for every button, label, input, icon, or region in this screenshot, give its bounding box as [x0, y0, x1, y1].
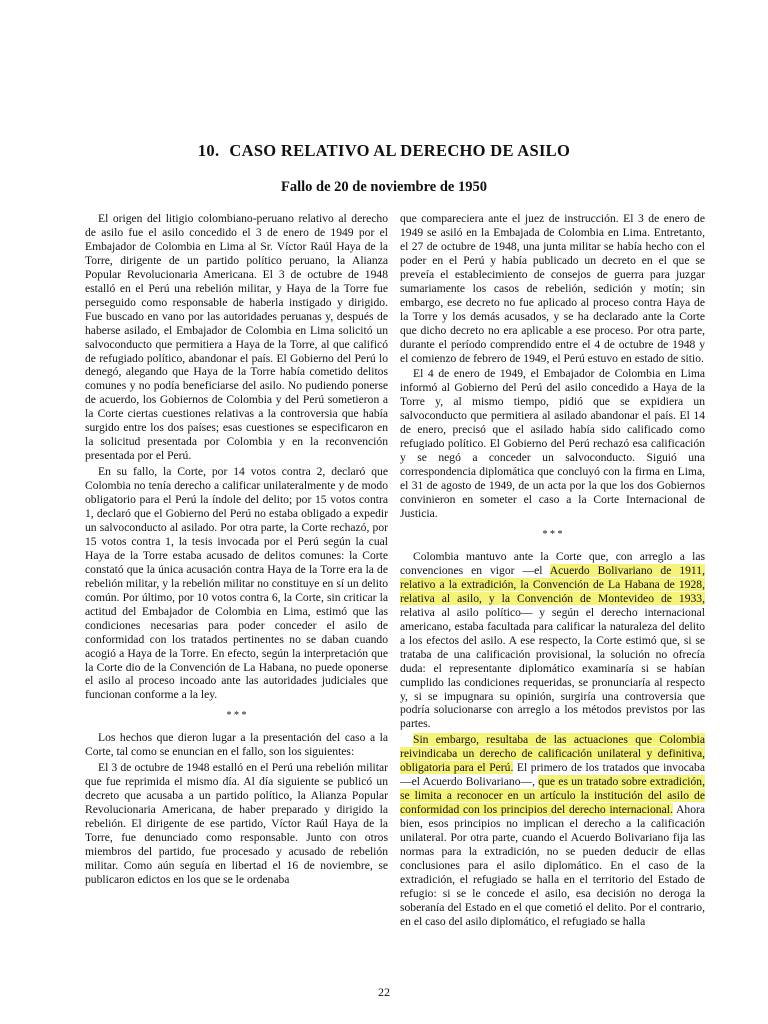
page-number: 22	[378, 985, 390, 999]
paragraph: que compareciera ante el juez de instrucción. El 3 de enero de 1949 se asiló en la Embajada de Colombia en Lima. Entretanto, el 27 de octubre de 1948, una junta militar se había hecho con el poder en el Perú y había publicado un decreto en el que se preveía el establecimiento de consejos de guerra para juzgar sumariamente los casos de rebelión, sedición y motín; sin embargo, ese decreto no fue aplicado al proceso contra Haya de la Torre y los demás acusados, y se ha declarado ante la Corte que dicho decreto no era aplicable a ese proceso. Por otra parte, durante el período comprendido entre el 4 de octubre de 1948 y el comienzo de febrero de 1949, el Perú estuvo en estado de sitio.	[400, 212, 705, 365]
section-separator	[400, 529, 705, 540]
asterisk-separator: * * *	[226, 710, 247, 722]
case-number: 10.	[197, 141, 220, 160]
case-title: CASO RELATIVO AL DERECHO DE ASILO	[229, 141, 571, 160]
paragraph: Los hechos que dieron lugar a la presentación del caso a la Corte, tal como se enuncian en el fallo, son los siguientes:	[85, 731, 388, 759]
paragraph	[400, 550, 705, 731]
paragraph: El 4 de enero de 1949, el Embajador de Colombia en Lima informó al Gobierno del Perú del asilo concedido a Haya de la Torre y, al mismo tiempo, pidió que se expidiera un salvoconducto que permitiera al asilado abandonar el país. El 14 de enero, precisó que el asilado había sido calificado como refugiado político. El Gobierno del Perú rechazó esa calificación y se negó a conceder un salvoconducto. Siguió una correspondencia diplomática que concluyó con la firma en Lima, el 31 de agosto de 1949, de un acta por la que los dos Gobiernos convinieron en someter el caso a la Corte Internacional de Justicia.	[400, 367, 705, 521]
paragraph: El 3 de octubre de 1948 estalló en el Perú una rebelión militar que fue reprimida el mismo día. Al día siguiente se publicó un decreto que acusaba a un partido político, la Alianza Popular Revolucionaria Americana, de haber preparado y dirigido la rebelión. El dirigente de ese partido, Víctor Raúl Haya de la Torre, fue denunciado como responsable. Junto con otros miembros del partido, fue procesado y acusado de rebelión militar. Como aún seguía en libertad el 16 de noviembre, se publicaron edictos en los que se le ordenaba	[85, 761, 388, 886]
text-span: relativa al asilo político— y según el derecho internacional americano, estaba facultada para calificar la naturaleza del delito a los efectos del asilo. A ese respecto, la Corte estimó que, si se trataba de una calificación provisional, la solución no ofrecía duda: el representante diplomático examinaría si se habían cumplido las condiciones requeridas, se pronunciaría al respecto y, si se impugnara su opinión, surgiría una controversia que podría solucionarse con arreglo a los métodos previstos por las partes.	[400, 605, 705, 731]
judgment-date: Fallo de 20 de noviembre de 1950	[281, 179, 487, 195]
right-column	[400, 212, 705, 929]
text-span: El primero de los tratados que invocaba —el Acuerdo Bolivariano—,	[400, 761, 705, 789]
section-separator	[85, 710, 388, 721]
left-column	[85, 212, 388, 887]
highlighted-text: Acuerdo Bolivariano de 1911, relativo a la extradición, la Convención de La Habana de 1928, relativa al asilo, y la Convención de Montevideo de 1933,	[400, 563, 705, 605]
paragraph: En su fallo, la Corte, por 14 votos contra 2, declaró que Colombia no tenía derecho a calificar unilateralmente y de modo obligatorio para el Perú la índole del delito; por 15 votos contra 1, declaró que el Gobierno del Perú no estaba obligado a expedir un salvoconducto al asilado. Por otra parte, la Corte rechazó, por 15 votos contra 1, la tesis invocada por el Perú según la cual Haya de la Torre estaba acusado de delitos comunes: la Corte constató que la única acusación contra Haya de la Torre era la de rebelión militar, y la rebelión militar no constituye en sí un delito común. Por último, por 10 votos contra 6, la Corte, sin criticar la actitud del Embajador de Colombia en Lima, estimó que las condiciones necesarias para poder conceder el asilo de conformidad con los tratados pertinentes no se daban cuando acogió a Haya de la Torre. En efecto, según la interpretación que la Corte dio de la Convención de La Habana, no puede oponerse el asilo al proceso incoado ante las autoridades judiciales que funcionan conforme a la ley.	[85, 465, 388, 702]
paragraph: El origen del litigio colombiano-peruano relativo al derecho de asilo fue el asilo concedido el 3 de enero de 1949 por el Embajador de Colombia en Lima al Sr. Víctor Raúl Haya de la Torre, dirigente de un partido político peruano, la Alianza Popular Revolucionaria Americana. El 3 de octubre de 1948 estalló en el Perú una rebelión militar, y Haya de la Torre fue perseguido como responsable de haberla instigado y dirigido. Fue buscado en vano por las autoridades peruanas y, después de haberse asilado, el Embajador de Colombia en Lima solicitó un salvoconducto que permitiera a Haya de la Torre, al que calificó de refugiado político, abandonar el país. El Gobierno del Perú lo denegó, alegando que Haya de la Torre había cometido delitos comunes y no podía beneficiarse del asilo. No pudiendo ponerse de acuerdo, los Gobiernos de Colombia y del Perú sometieron a la Corte ciertas cuestiones relativas a la controversia que había surgido entre los dos países; esas cuestiones se especificaron en la solicitud presentada por Colombia y en la reconvención presentada por el Perú.	[85, 212, 388, 463]
highlighted-text: que es un tratado sobre extradición, se limita a reconocer en un artículo la institución del asilo de conformidad con los principios del derecho internacional.	[400, 775, 705, 817]
text-span: Colombia mantuvo ante la Corte que, con arreglo a las convenciones en vigor —el	[400, 549, 705, 577]
case-heading	[0, 141, 768, 161]
paragraph	[400, 733, 705, 928]
highlighted-text: Sin embargo, resultaba de las actuaciones que Colombia reivindicaba un derecho de calificación unilateral y definitiva, obligatoria para el Perú.	[400, 733, 705, 775]
asterisk-separator: * * *	[542, 528, 563, 540]
text-span: Ahora bien, esos principios no implican el derecho a la calificación unilateral. Por otra parte, cuando el Acuerdo Bolivariano fija las normas para la extradición, no se pueden deducir de ellas conclusiones para el asilo diplomático. En el caso de la extradición, el refugiado se halla en el territorio del Estado de refugio: si se le concede el asilo, esa decisión no deroga la soberanía del Estado en el que cometió el delito. Por el contrario, en el caso del asilo diplomático, el refugiado se halla	[400, 803, 705, 928]
